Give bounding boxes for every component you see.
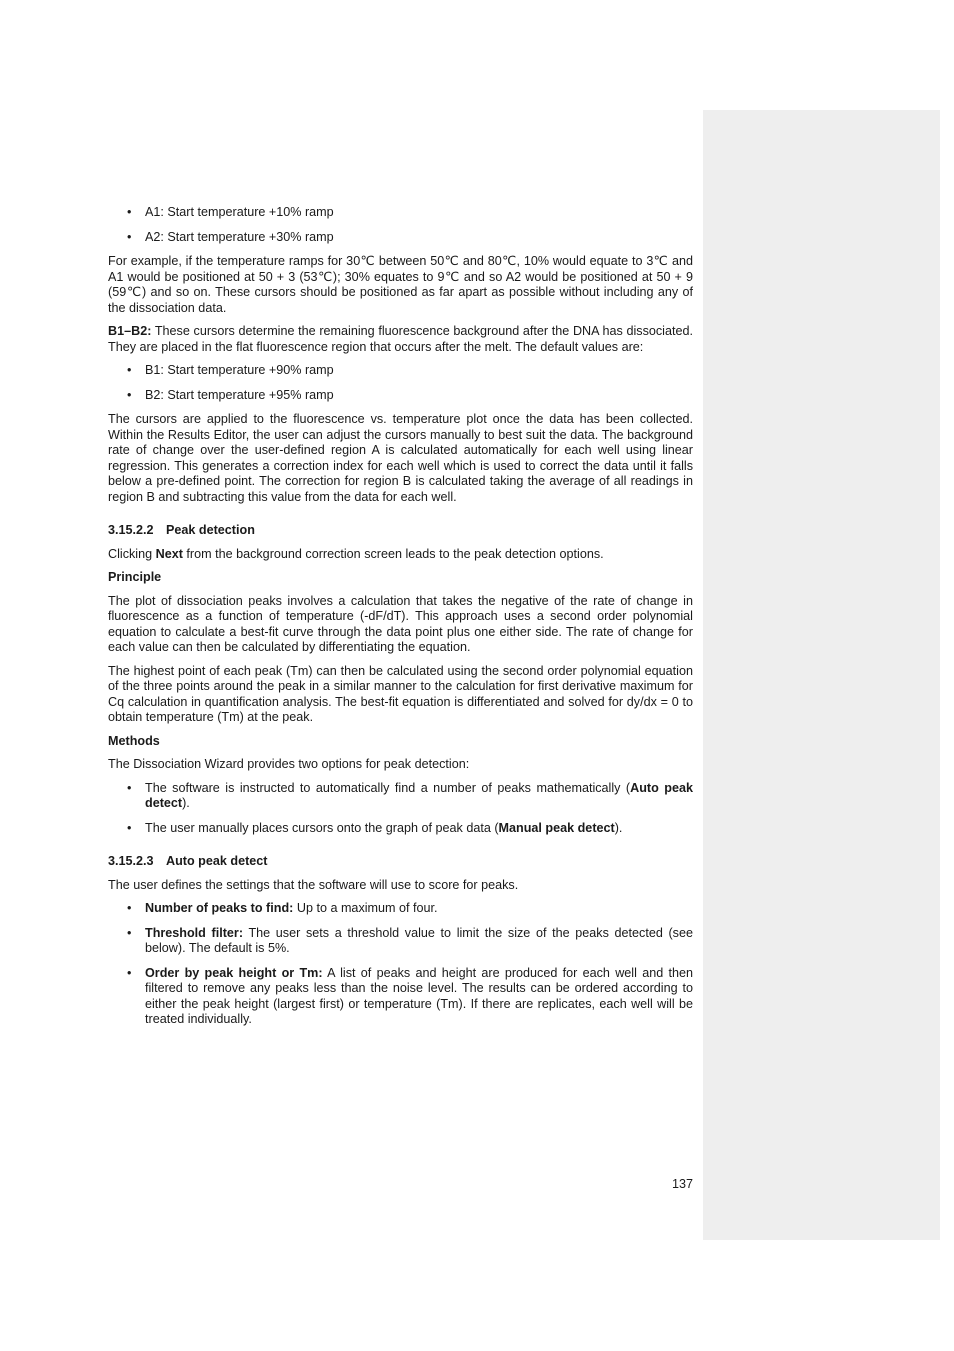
- methods-list: [108, 781, 693, 837]
- section-title: Peak detection: [166, 523, 255, 537]
- list-item: • B2: Start temperature +95% ramp: [108, 388, 693, 404]
- section-number: 3.15.2.3: [108, 854, 154, 868]
- list-item: [108, 966, 693, 1028]
- cursor-b-list: [108, 363, 693, 403]
- subheading-principle: Principle: [108, 570, 162, 584]
- list-item: • A2: Start temperature +30% ramp: [108, 230, 693, 246]
- text-fragment: A list of peaks and height are produced for each well and then filtered to remove any peaks less than the noise level. The results can be ordered according to either the peak height (largest first) or temperature (Tm). If there are replicates, each well will be treated individually.: [145, 965, 693, 1026]
- list-item: • A1: Start temperature +10% ramp: [108, 205, 693, 221]
- auto-settings-list: [108, 901, 693, 1028]
- text-fragment: ).: [182, 796, 190, 810]
- section-heading-auto-peak-detect: [108, 854, 693, 870]
- paragraph-cursors: The cursors are applied to the fluorescence vs. temperature plot once the data has been collected. Within the Results Editor, the user can adjust the cursors manually to best suit the data. The background rate of change over the user-defined region A is calculated automatically for each well using linear regression. This generates a correction index for each well which is used to correct the data until it falls below a pre-defined point. The correction for region B is calculated taking the average of all readings in region B and subtracting this value from the data for each well.: [108, 412, 693, 504]
- list-item: [108, 926, 693, 957]
- text-fragment: ).: [614, 820, 623, 835]
- text-fragment: The software is instructed to automatically find a number of peaks mathematically (: [145, 780, 631, 795]
- list-item: [108, 781, 693, 812]
- paragraph-principle-1: The plot of dissociation peaks involves a calculation that takes the negative of the rate of change in fluorescence as a function of temperature (-dF/dT). This approach uses a second order polynomial equation to calculate a best-fit curve through the data point plus one either side. The rate of change for each value can then be calculated by differentiating the equation.: [108, 593, 693, 654]
- text-fragment: The user sets a threshold value to limit the size of the peaks detected (see below). The default is 5%.: [145, 925, 693, 955]
- paragraph-example: For example, if the temperature ramps for 30℃ between 50℃ and 80℃, 10% would equate to 3℃ and A1 would be positioned at 50 + 3 (53℃); 30% equates to 9℃ and so A2 would be positioned at 50 + 9 (59℃) and so on. These cursors should be positioned as far apart as possible without including any of the dissociation data.: [108, 254, 693, 315]
- paragraph-auto: The user defines the settings that the software will use to score for peaks.: [108, 877, 519, 892]
- text-fragment: Clicking: [108, 546, 156, 561]
- document-body: [108, 205, 693, 1037]
- section-title: Auto peak detect: [166, 854, 268, 868]
- text-fragment: from the background correction screen leads to the peak detection options.: [182, 546, 604, 561]
- subheading-methods: Methods: [108, 733, 160, 748]
- paragraph-principle-2: The highest point of each peak (Tm) can then be calculated using the second order polynomial equation of the three points around the peak in a similar manner to the calculation for first derivative maximum for Cq calculation in quantification analysis. The best-fit equation is differentiated and solved for dy/dx = 0 to obtain temperature (Tm) at the peak.: [108, 663, 693, 724]
- list-item: [108, 901, 693, 917]
- list-item: [108, 821, 693, 837]
- bold-term: Auto peak detect: [145, 780, 693, 810]
- next-term: Next: [155, 546, 183, 561]
- cursor-a-list: [108, 205, 693, 245]
- section-heading-peak-detection: [108, 523, 693, 539]
- bold-term: Threshold filter:: [145, 925, 244, 940]
- comment-margin-pane: [703, 110, 940, 1240]
- b1-b2-text: These cursors determine the remaining fluorescence background after the DNA has dissociated. They are placed in the flat fluorescence region that occurs after the melt. The default values are:: [108, 324, 693, 354]
- page-number: 137: [671, 1177, 693, 1191]
- text-fragment: The user manually places cursors onto the graph of peak data (: [145, 820, 499, 835]
- term-b1-b2: B1–B2:: [108, 324, 152, 338]
- bold-term: Number of peaks to find:: [145, 901, 294, 915]
- paragraph-clicking: [108, 547, 693, 563]
- section-number: 3.15.2.2: [108, 523, 154, 537]
- paragraph-b1-b2: [108, 324, 693, 355]
- bold-term: Manual peak detect: [498, 820, 615, 835]
- text-fragment: Up to a maximum of four.: [293, 901, 438, 915]
- list-item: • B1: Start temperature +90% ramp: [108, 363, 693, 379]
- bold-term: Order by peak height or Tm:: [145, 965, 323, 980]
- paragraph-methods: The Dissociation Wizard provides two options for peak detection:: [108, 757, 470, 771]
